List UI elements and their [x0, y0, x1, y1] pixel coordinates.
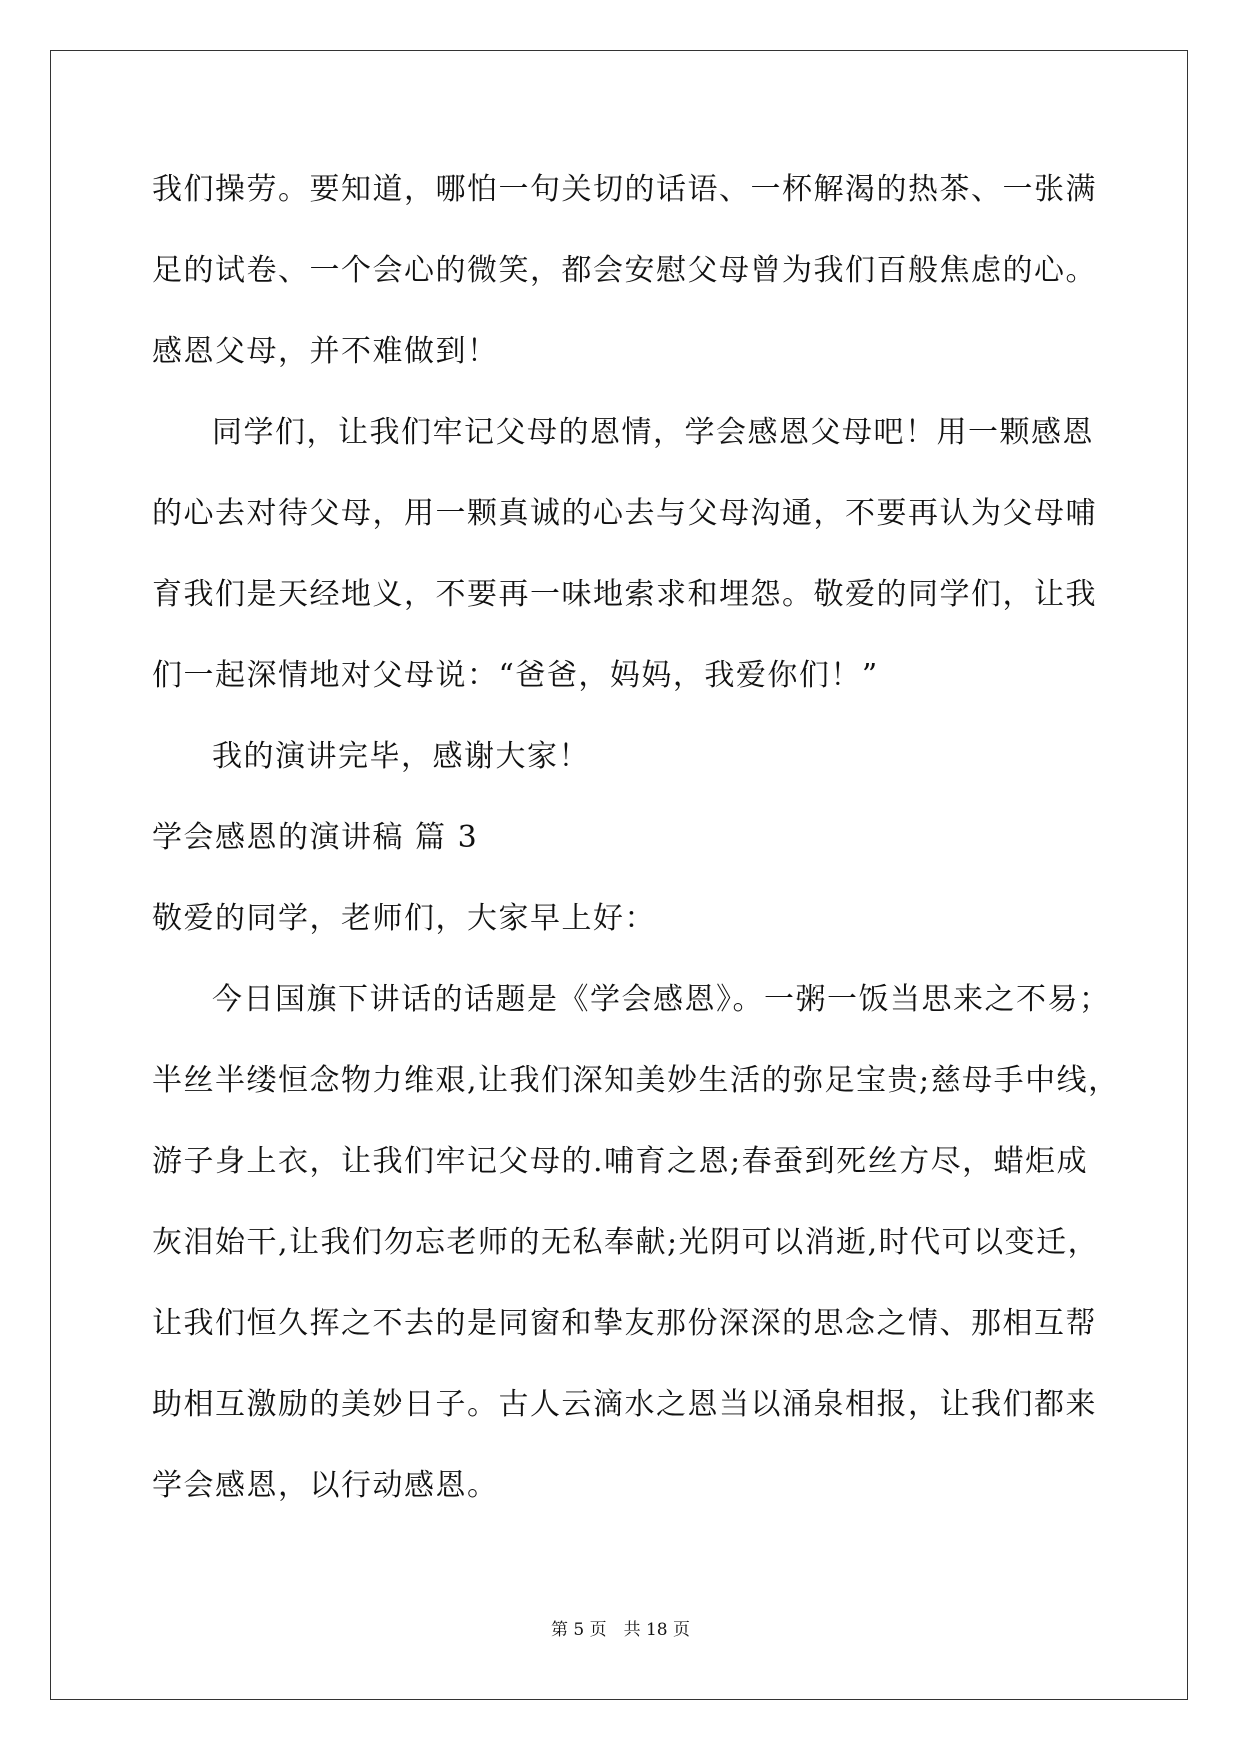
text-line: 感恩父母，并不难做到！: [152, 334, 499, 369]
page-number-footer: 第 5 页 共 18 页: [550, 1620, 691, 1640]
document-body: [152, 160, 1120, 1537]
text-line: 育我们是天经地义，不要再一味地索求和埋怨。敬爱的同学们，让我: [152, 577, 1097, 612]
text-line: 让我们恒久挥之不去的是同窗和挚友那份深深的思念之情、那相互帮: [152, 1306, 1097, 1341]
text-line: 的心去对待父母，用一颗真诚的心去与父母沟通，不要再认为父母哺: [152, 496, 1097, 531]
text-line: 助相互激励的美妙日子。古人云滴水之恩当以涌泉相报，让我们都来: [152, 1387, 1097, 1422]
text-line: 我的演讲完毕，感谢大家！: [212, 739, 590, 774]
text-line: 们一起深情地对父母说：“爸爸，妈妈，我爱你们！”: [152, 658, 879, 693]
section-heading: 学会感恩的演讲稿 篇 3: [152, 820, 479, 855]
text-line: 半丝半缕恒念物力维艰,让我们深知美妙生活的弥足宝贵;慈母手中线，: [152, 1063, 1120, 1098]
text-line: 同学们，让我们牢记父母的恩情，学会感恩父母吧！用一颗感恩: [212, 415, 1094, 450]
text-line: 游子身上衣，让我们牢记父母的.哺育之恩;春蚕到死丝方尽，蜡炬成: [152, 1144, 1089, 1179]
text-line: 学会感恩，以行动感恩。: [152, 1468, 499, 1503]
text-line: 灰泪始干,让我们勿忘老师的无私奉献;光阴可以消逝,时代可以变迁，: [152, 1225, 1100, 1260]
text-line: 今日国旗下讲话的话题是《学会感恩》。一粥一饭当思来之不易；: [212, 982, 1111, 1017]
salutation: 敬爱的同学，老师们，大家早上好：: [152, 901, 656, 936]
text-line: 我们操劳。要知道，哪怕一句关切的话语、一杯解渴的热茶、一张满: [152, 172, 1097, 207]
text-line: 足的试卷、一个会心的微笑，都会安慰父母曾为我们百般焦虑的心。: [152, 253, 1097, 288]
